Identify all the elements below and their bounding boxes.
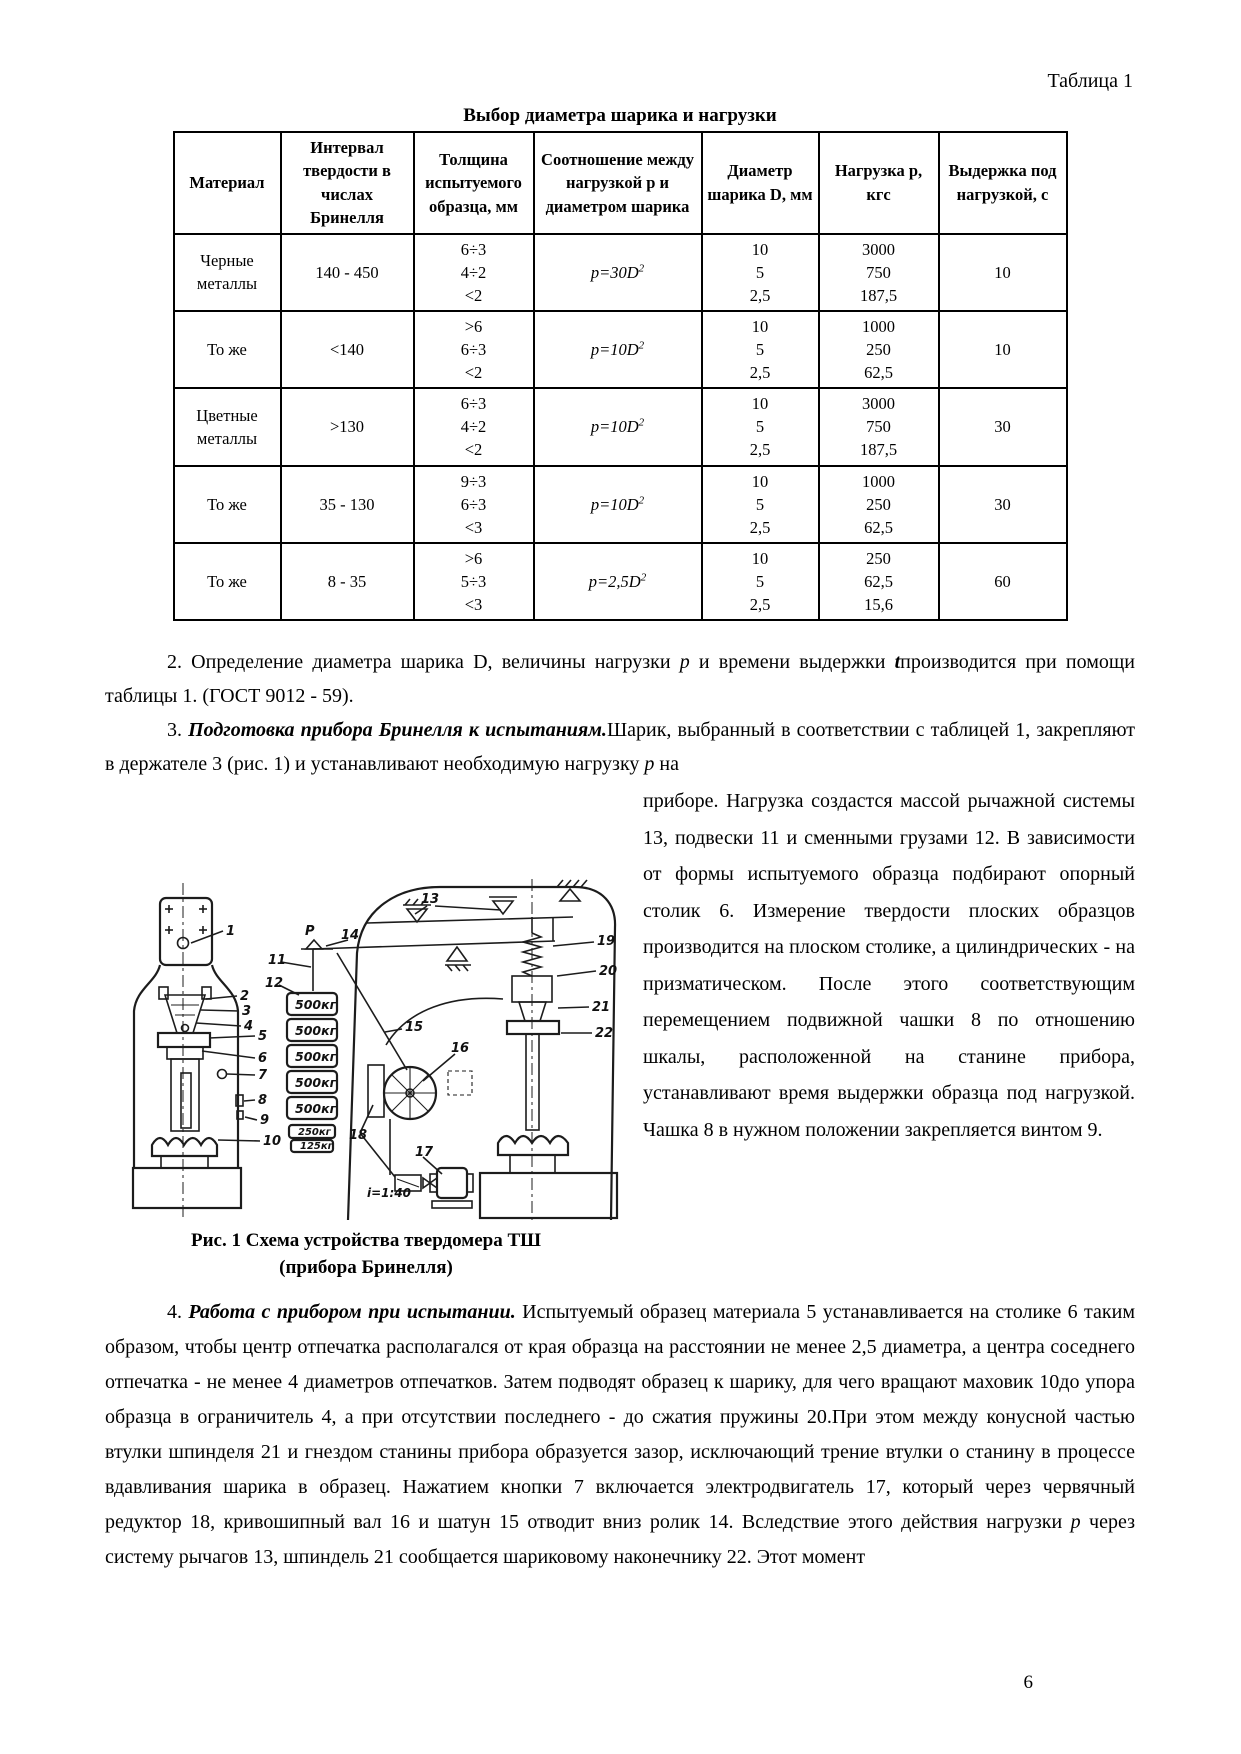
cell-thickness: >6 6÷3 <2 [414,311,534,388]
cell-thickness: 9÷3 6÷3 <3 [414,466,534,543]
figure-label-5: 5 [258,1029,268,1045]
weights-hanger-drawing [287,924,337,1152]
cell-hold-time: 30 [939,466,1067,543]
p2-run2: и времени выдержки [689,651,895,674]
weight-250: 250кг [298,1127,331,1139]
page-number: 6 [1023,1672,1033,1693]
cell-thickness: 6÷3 4÷2 <2 [414,388,534,465]
cell-material: То же [174,466,281,543]
figure-and-text-wrap [105,783,1135,1279]
cell-hardness-interval: 35 - 130 [281,466,414,543]
header-ball-diameter: Диаметр шарика D, мм [702,132,819,234]
figure-label-1: 1 [226,924,236,940]
p4-run2: Испытуемый образец материала 5 устанавливается на столике 6 таким образом, чтобы центр отпечатка располагался от края образца на расстоянии не менее 2,5 диаметра, а центра соседнего отпечатка - не менее 4 диаметров отпечатков. Затем подводят образец к шарику, для чего вращают маховик 10до упора образца в ограничитель 4, а при отсутствии последнего - до сжатия пружины 20.При этом между конусной частью втулки шпинделя 21 и гнездом станины прибора образуется зазор, исключающий трение втулки о станину в процессе вдавливания шарика в образец. Нажатием кнопки 7 включается электродвигатель 17, который через червячный редуктор 18, кривошипный вал 16 и шатун 15 отводит вниз ролик 14. Вследствие этого действия нагрузки [105,1301,1135,1534]
cell-loads: 250 62,5 15,6 [819,543,939,620]
cell-hold-time: 10 [939,311,1067,388]
weight-500-1: 500кг [295,997,337,1013]
table-row [174,234,1067,311]
table-head [174,132,1067,234]
weight-500-5: 500кг [295,1101,337,1117]
hardness-tester-diagram [105,783,627,1223]
table-row [174,543,1067,620]
ball-load-selection-table [173,131,1068,621]
cell-formula: $p=10D^2$ [534,388,702,465]
table-title: Выбор диаметра шарика и нагрузки [463,105,777,126]
figure-label-6: 6 [258,1051,268,1067]
cell-loads: 1000 250 62,5 [819,311,939,388]
cell-material: То же [174,543,281,620]
load-p-label: P [305,924,315,940]
figure-label-11: 11 [268,953,287,969]
figure-1-box [105,783,627,1281]
figure-label-13: 13 [421,892,440,908]
paragraph-4 [105,1281,1135,1575]
figure-caption-line1: Рис. 1 Схема устройства твердомера ТШ [190,1230,541,1252]
cell-material: То же [174,311,281,388]
cell-formula: $p=30D^2$ [534,234,702,311]
header-material: Материал [174,132,281,234]
weight-125: 125кг [300,1141,333,1153]
p2-run0: 2. Определение диаметра шарика D, величины нагрузки [167,651,680,674]
cell-thickness: >6 5÷3 <3 [414,543,534,620]
figure-label-7: 7 [258,1068,268,1084]
front-view-leaders [191,931,260,1141]
figure-label-8: 8 [258,1093,268,1109]
figure-label-2: 2 [240,989,250,1005]
plus-marks [165,905,207,934]
cell-formula: $p=2,5D^2$ [534,543,702,620]
paragraph-2 [105,645,1135,713]
cell-formula: $p=10D^2$ [534,311,702,388]
weight-500-4: 500кг [295,1075,337,1091]
cell-ball-diameters: 10 5 2,5 [702,388,819,465]
gear-ratio-label: i=1:40 [367,1186,412,1201]
figure-caption [105,1227,627,1281]
p4-run3-p-italic: p [1070,1511,1081,1534]
cell-hold-time: 10 [939,234,1067,311]
p4-run4: через систему рычагов 13, шпиндель 21 сообщается шариковому наконечнику 22. Этот момент [105,1511,1135,1569]
table-row [174,311,1067,388]
weight-500-3: 500кг [295,1049,337,1065]
figure-label-19: 19 [597,934,616,950]
figure-caption-line2: (прибора Бринелля) [279,1257,453,1279]
cell-hardness-interval: 8 - 35 [281,543,414,620]
table-row [174,466,1067,543]
cell-hardness-interval: <140 [281,311,414,388]
p4-run0: 4. [167,1301,189,1324]
p2-run3-t-italic: t [894,651,901,674]
cell-thickness: 6÷3 4÷2 <2 [414,234,534,311]
figure-label-16: 16 [451,1041,470,1057]
cell-material: Цветные металлы [174,388,281,465]
table-reference-label: Таблица 1 [1047,70,1133,92]
figure-label-3: 3 [242,1004,252,1020]
p3-run2: Шарик, выбранный в соответствии с таблицей 1, закрепляют в держателе 3 (рис. 1) и устанавливают необходимую нагрузку [105,719,1135,776]
cell-formula: $p=10D^2$ [534,466,702,543]
figure-label-14: 14 [341,928,360,944]
cell-ball-diameters: 10 5 2,5 [702,311,819,388]
cell-hold-time: 60 [939,543,1067,620]
cell-ball-diameters: 10 5 2,5 [702,543,819,620]
p3-heading: Подготовка прибора Бринелля к испытаниям. [188,719,607,742]
weight-500-2: 500кг [295,1023,337,1039]
p3-run3-p-italic: p [644,753,655,776]
figure-label-15: 15 [405,1020,424,1036]
p3-run4: на [654,753,679,776]
cell-loads: 3000 750 187,5 [819,234,939,311]
paragraph-3-continuation: приборе. Нагрузка создастся массой рычажной системы 13, подвески 11 и сменными грузами 12. В зависимости от формы испытуемого образца подбирают опорный столик 6. Измерение твердости плоских образцов производится на плоском столике, а цилиндрических - на призматическом. После этого соответствующим перемещением подвижной чашки 8 по отношению шкалы, расположенной на станине прибора, устанавливают время выдержки образца под нагрузкой. Чашка 8 в нужном положении закрепляется винтом 9. [643,790,1135,1141]
cell-loads: 3000 750 187,5 [819,388,939,465]
header-hardness-interval: Интервал твердости в числах Бринелля [281,132,414,234]
header-thickness: Толщина испытуемого образца, мм [414,132,534,234]
figure-label-20: 20 [599,964,618,980]
header-hold-time: Выдержка под нагрузкой, с [939,132,1067,234]
figure-label-12: 12 [265,976,284,992]
table-row [174,388,1067,465]
figure-label-22: 22 [595,1026,614,1042]
header-load-ratio: Соотношение между нагрузкой р и диаметром шарика [534,132,702,234]
p4-heading: Работа с прибором при испытании. [188,1301,516,1324]
p3-run0: 3. [167,719,189,742]
cell-hold-time: 30 [939,388,1067,465]
p2-run4: производится при помощи таблицы 1. (ГОСТ 9012 - 59). [105,651,1136,708]
cell-ball-diameters: 10 5 2,5 [702,466,819,543]
table-body [174,234,1067,620]
figure-label-9: 9 [260,1113,270,1129]
figure-label-10: 10 [263,1134,282,1150]
cell-ball-diameters: 10 5 2,5 [702,234,819,311]
figure-label-4: 4 [244,1019,254,1035]
cell-hardness-interval: >130 [281,388,414,465]
paragraph-3-intro [105,713,1135,781]
cell-loads: 1000 250 62,5 [819,466,939,543]
header-load: Нагрузка р, кгс [819,132,939,234]
figure-label-18: 18 [349,1128,368,1144]
p2-run1-p-italic: p [679,651,690,674]
cell-hardness-interval: 140 - 450 [281,234,414,311]
cell-material: Черные металлы [174,234,281,311]
figure-label-21: 21 [592,1000,611,1016]
table-header-row [174,132,1067,234]
figure-label-17: 17 [415,1145,434,1161]
